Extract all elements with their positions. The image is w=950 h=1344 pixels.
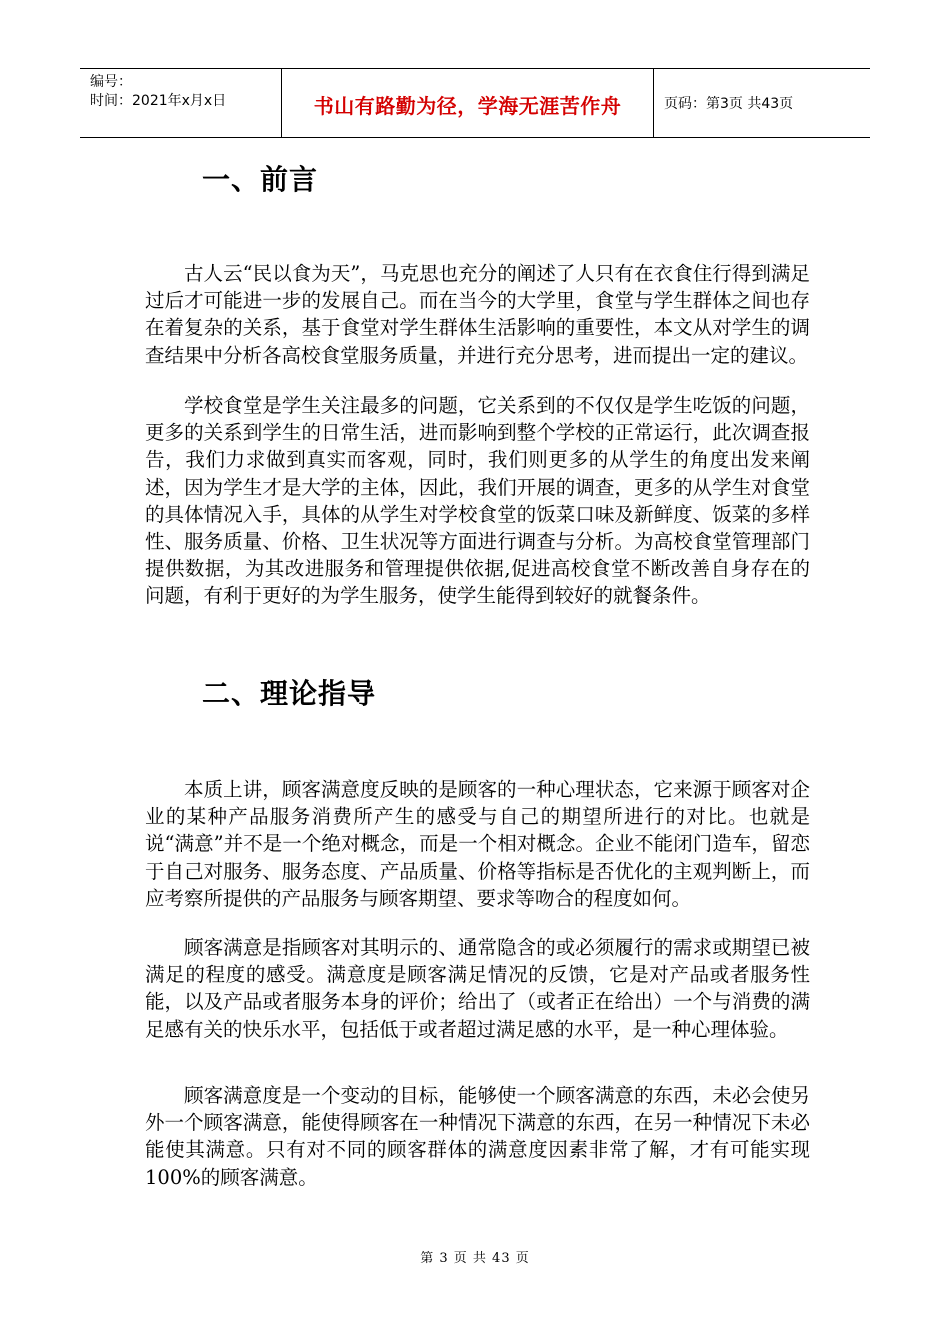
paragraph: 本质上讲，顾客满意度反映的是顾客的一种心理状态，它来源于顾客对企业的某种产品服务消费所产生的感受与自己的期望所进行的对比。也就是说“满意”并不是一个绝对概念，而是一个相对概念。企业不能闭门造车，留恋于自己对服务、服务态度、产品质量、价格等指标是否优化的主观判断上，而应考察所提供的产品服务与顾客期望、要求等吻合的程度如何。 <box>145 778 810 910</box>
page-footer: 第 3 页 共 43 页 <box>420 1251 530 1266</box>
section-heading-theory: 二、理论指导 <box>202 677 377 710</box>
paragraph: 古人云“民以食为天”，马克思也充分的阐述了人只有在衣食住行得到满足过后才可能进一步的发展自己。而在当今的大学里，食堂与学生群体之间也存在着复杂的关系，基于食堂对学生群体生活影响的重要性，本文从对学生的调查结果中分析各高校食堂服务质量，并进行充分思考，进而提出一定的建议。 <box>145 262 810 367</box>
header-motto <box>282 69 654 137</box>
document-date: 时间：2021年x月x日 <box>90 93 227 109</box>
page-info-text: 页码：第3页 共43页 <box>664 96 794 112</box>
document-number-label: 编号： <box>90 74 132 90</box>
paragraph: 学校食堂是学生关注最多的问题，它关系到的不仅仅是学生吃饭的问题，更多的关系到学生的日常生活，进而影响到整个学校的正常运行，此次调查报告，我们力求做到真实而客观，同时，我们则更多的从学生的角度出发来阐述，因为学生才是大学的主体，因此，我们开展的调查，更多的从学生对食堂的具体情况入手，具体的从学生对学校食堂的饭菜口味及新鲜度、饭菜的多样性、服务质量、价格、卫生状况等方面进行调查与分析。为高校食堂管理部门提供数据，为其改进服务和管理提供依据,促进高校食堂不断改善自身存在的问题，有利于更好的为学生服务，使学生能得到较好的就餐条件。 <box>145 394 810 608</box>
page-header <box>80 68 870 138</box>
paragraph: 顾客满意度是一个变动的目标，能够使一个顾客满意的东西，未必会使另外一个顾客满意，能使得顾客在一种情况下满意的东西，在另一种情况下未必能使其满意。只有对不同的顾客群体的满意度因素非常了解，才有可能实现100%的顾客满意。 <box>145 1084 810 1189</box>
motto-text: 书山有路勤为径，学海无涯苦作舟 <box>313 93 622 118</box>
section-heading-preface: 一、前言 <box>202 163 319 196</box>
header-meta <box>80 69 282 137</box>
paragraph: 顾客满意是指顾客对其明示的、通常隐含的或必须履行的需求或期望已被满足的程度的感受。满意度是顾客满足情况的反馈，它是对产品或者服务性能，以及产品或者服务本身的评价；给出了（或者正在给出）一个与消费的满足感有关的快乐水平，包括低于或者超过满足感的水平，是一种心理体验。 <box>145 936 810 1041</box>
header-page-info <box>654 69 870 137</box>
